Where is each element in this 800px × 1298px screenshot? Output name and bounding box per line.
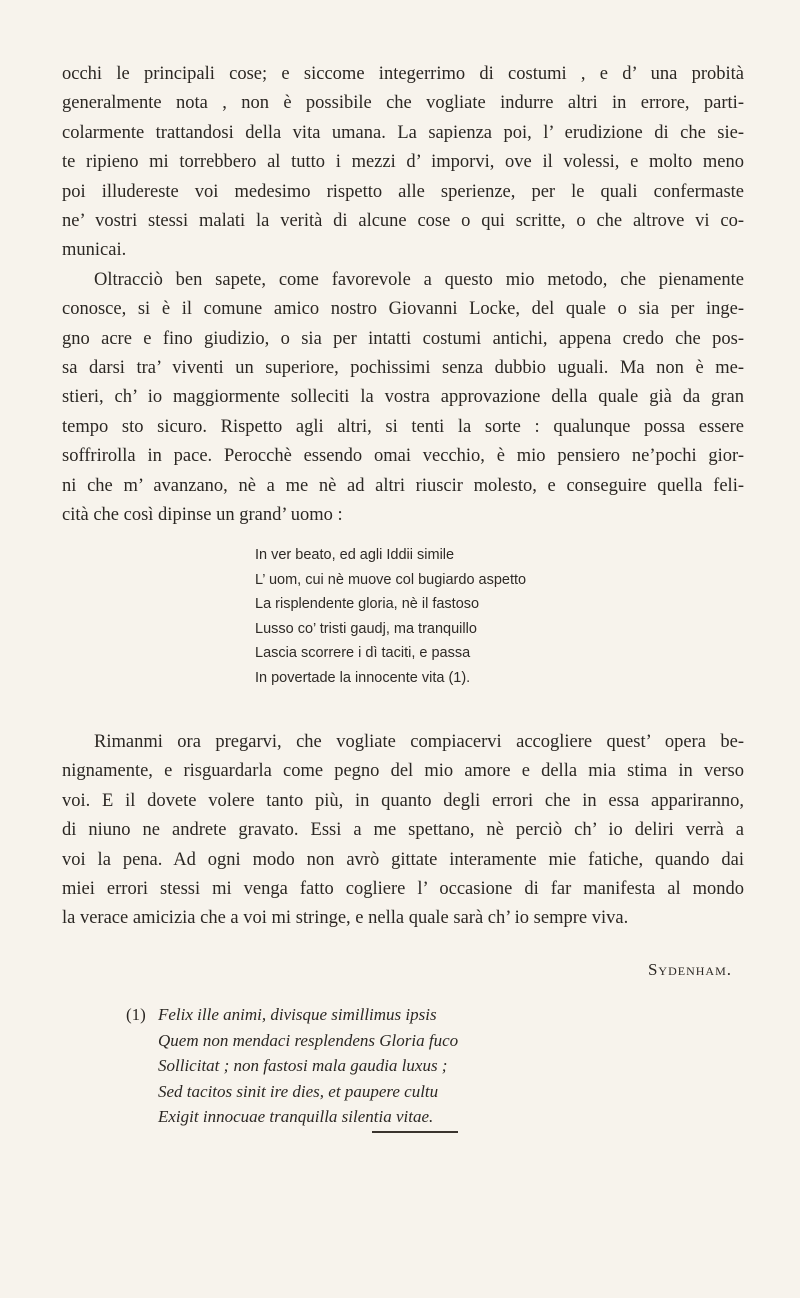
footnote-line: Felix ille animi, divisque simillimus ipsis: [158, 1005, 437, 1024]
footnote-line: Sed tacitos sinit ire dies, et paupere cultu: [158, 1081, 439, 1101]
text-line: voi la pena. Ad ogni modo non avrò gittate interamente mie fatiche, quando dai: [62, 849, 744, 870]
footnote-line: Quem non mendaci resplendens Gloria fuco: [158, 1030, 459, 1050]
text-line: di niuno ne andrete gravato. Essi a me spettano, nè perciò ch’ io deliri verrà a: [62, 820, 744, 841]
text-line: gno acre e fino giudizio, o sia per intatti costumi antichi, appena credo che pos-: [62, 328, 744, 349]
text-line: colarmente trattandosi della vita umana. La sapienza poi, l’ erudizione di che sie-: [62, 122, 744, 143]
footnote-marker: (1): [126, 1005, 146, 1024]
verse-line: Lusso co’ tristi gaudj, ma tranquillo: [255, 620, 477, 637]
verse-line: Lascia scorrere i dì taciti, e passa: [255, 645, 471, 662]
text-line: cità che così dipinse un grand’ uomo :: [62, 505, 343, 526]
text-line: occhi le principali cose; e siccome integerrimo di costumi , e d’ una probità: [62, 64, 744, 84]
text-line: voi. E il dovete volere tanto più, in quanto degli errori che in essa appariranno,: [62, 790, 744, 811]
verse-line: La risplendente gloria, nè il fastoso: [255, 596, 480, 613]
footnote-line: Exigit innocuae tranquilla silentia vitae.: [158, 1107, 434, 1126]
verse-quotation: [255, 543, 526, 691]
footnote: [126, 1002, 459, 1130]
text-line: municai.: [62, 240, 127, 261]
text-line: soffrirolla in pace. Perocchè essendo omai vecchio, è mio pensiero ne’pochi gior-: [62, 446, 744, 467]
text-line: miei errori stessi mi venga fatto cogliere l’ occasione di far manifesta al mondo: [62, 879, 744, 900]
verse-line: In ver beato, ed agli Iddii simile: [255, 547, 455, 563]
dedication-paragraph-1: [62, 60, 744, 531]
text-line: te ripieno mi torrebbero al tutto i mezzi d’ imporvi, ove il volessi, e molto meno: [62, 152, 744, 173]
text-line: Oltracciò ben sapete, come favorevole a questo mio metodo, che pienamente: [94, 269, 744, 290]
text-line: tempo sto sicuro. Rispetto agli altri, si tenti la sorte : qualunque possa essere: [62, 416, 744, 437]
text-line: generalmente nota , non è possibile che vogliate indurre altri in errore, parti-: [62, 93, 744, 114]
verse-line: L’ uom, cui nè muove col bugiardo aspetto: [255, 571, 527, 588]
text-line: ni che m’ avanzano, nè a me nè ad altri riuscir molesto, e conseguire quella feli-: [62, 475, 744, 496]
text-line: poi illudereste voi medesimo rispetto alle sperienze, per le quali confermaste: [62, 181, 744, 202]
verse-line: In povertade la innocente vita (1).: [255, 669, 471, 686]
text-line: conosce, si è il comune amico nostro Giovanni Locke, del quale o sia per inge-: [62, 299, 744, 320]
footnote-line: Sollicitat ; non fastosi mala gaudia luxus ;: [158, 1056, 448, 1075]
text-line: la verace amicizia che a voi mi stringe, e nella quale sarà ch’ io sempre viva.: [62, 908, 629, 929]
text-line: ne’ vostri stessi malati la verità di alcune cose o qui scritte, o che altrove vi co-: [62, 211, 744, 232]
dedication-paragraph-2: [62, 728, 744, 934]
text-line: sa darsi tra’ viventi un superiore, pochissimi senza dubbio uguali. Ma non è me-: [62, 358, 744, 379]
text-line: nignamente, e risguardarla come pegno del mio amore e della mia stima in verso: [62, 761, 744, 782]
text-line: Rimanmi ora pregarvi, che vogliate compiacervi accogliere quest’ opera be-: [94, 732, 744, 752]
end-rule: [372, 1131, 458, 1133]
text-line: stieri, ch’ io maggiormente solleciti la vostra approvazione della quale già da gran: [62, 387, 744, 408]
author-signature: Sydenham.: [647, 960, 732, 979]
